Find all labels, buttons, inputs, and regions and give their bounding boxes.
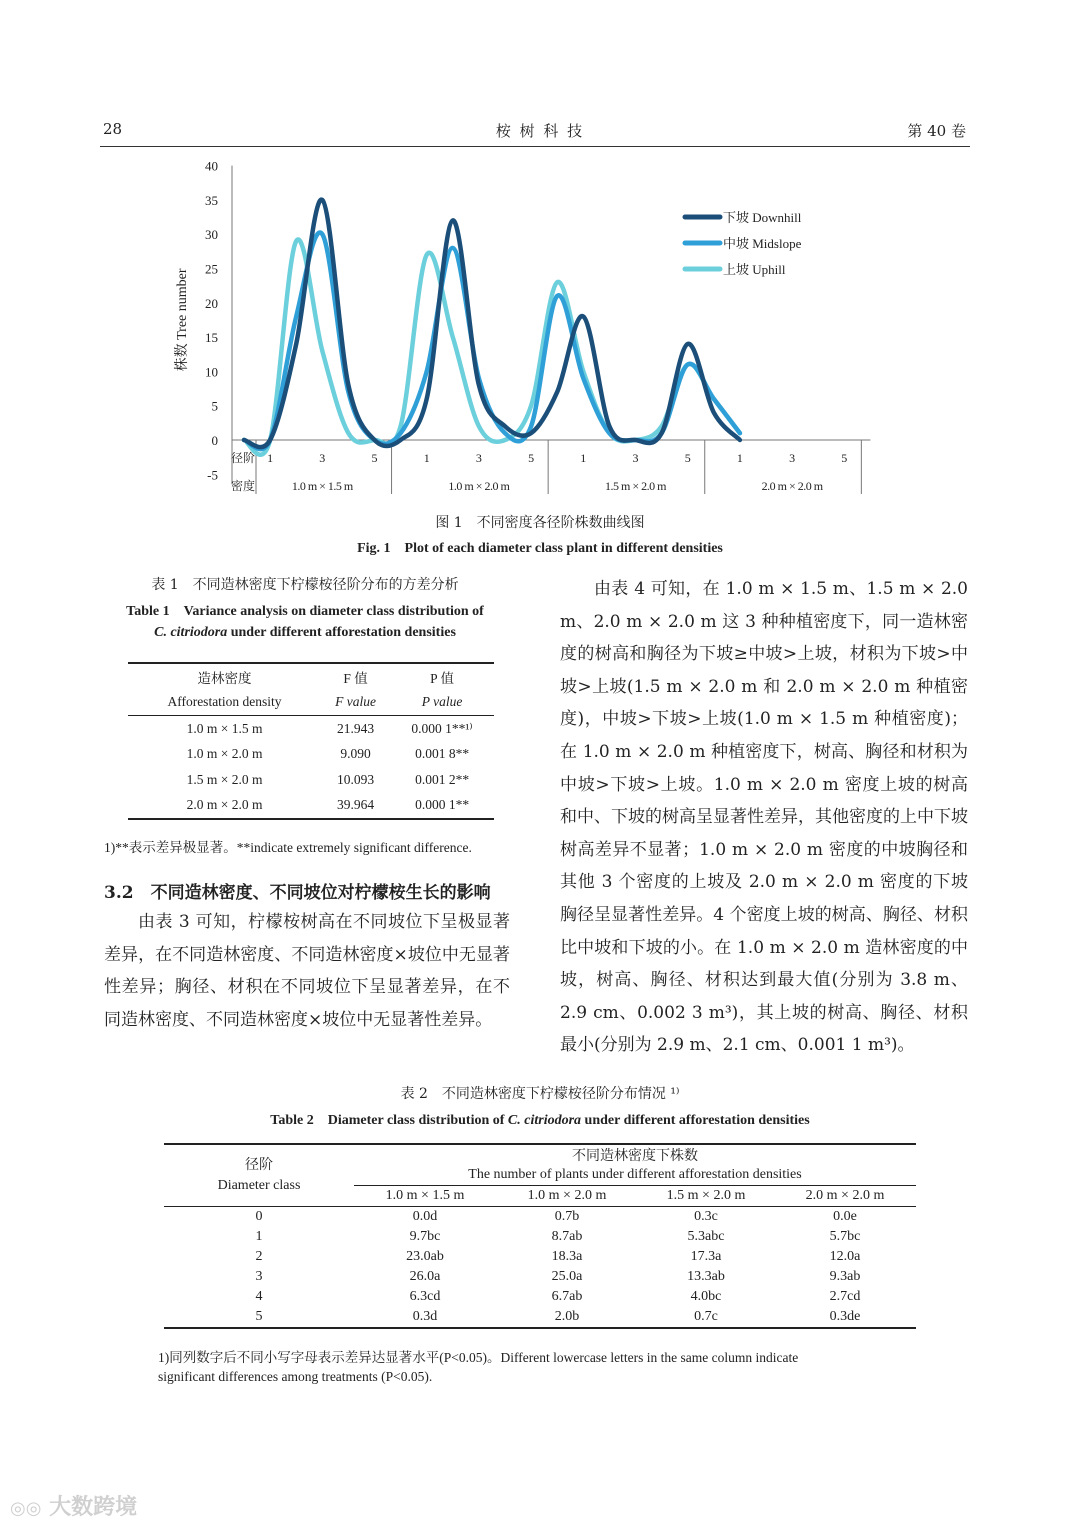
table-2-note-1: 1)同列数字后不同小写字母表示差异达显著水平(P<0.05)。Different lowercase letters in the same column indicate [158, 1350, 799, 1365]
table-row [164, 1247, 916, 1267]
legend-label: 下坡 Downhill [723, 210, 802, 225]
table-cell: 21.943 [337, 720, 375, 736]
species-name: C. citriodora [154, 625, 228, 640]
journal-title: 桉 树 科 技 [495, 122, 585, 140]
table-cell: 12.0a [829, 1249, 861, 1264]
x-tick-label: 1 [580, 451, 587, 465]
table-cell: 6.3cd [409, 1289, 441, 1304]
table-cell: 2.0b [554, 1309, 580, 1324]
table-2-head-row-1 [164, 1144, 916, 1165]
table-cell: 5.7bc [829, 1229, 861, 1244]
table-2-head-class-cn: 径阶 [245, 1157, 273, 1173]
table-cell: 39.964 [337, 797, 375, 813]
watermark-text: 大数跨境 [49, 1495, 138, 1520]
table-1-caption-en-2 [100, 625, 510, 641]
table-2-caption-en-2: under different afforestation densities [581, 1113, 810, 1128]
table-2-note-2: significant differences among treatments (P<0.05). [158, 1369, 433, 1384]
table-cell: 2.7cd [829, 1289, 861, 1304]
table-2-head-group-en: The number of plants under different afforestation densities [354, 1165, 916, 1186]
table-1 [128, 662, 494, 820]
table-cell: 0.3c [694, 1209, 718, 1224]
figure-1-caption-cn: 图 1 不同密度各径阶株数曲线图 [435, 515, 645, 531]
x-tick-label: 5 [528, 451, 535, 465]
table-cell: 0.001 8** [415, 746, 470, 762]
table-row [164, 1307, 916, 1328]
table-cell: 9.090 [340, 746, 371, 762]
x-row-label-class: 径阶 [231, 451, 256, 465]
figure-1-caption-en: Fig. 1 Plot of each diameter class plant in different densities [357, 541, 723, 556]
x-tick-label: 1 [267, 451, 274, 465]
x-tick-label: 3 [789, 451, 796, 465]
y-tick-label: 35 [205, 192, 218, 208]
table-1-head-density-cn: 造林密度 [197, 670, 252, 686]
table-2-head-density: 1.5 m × 2.0 m [666, 1188, 746, 1203]
table-cell: 25.0a [551, 1269, 583, 1284]
table-cell: 2 [255, 1249, 263, 1264]
table-row [128, 742, 494, 768]
table-1-note: 1)**表示差异极显著。**indicate extremely significant difference. [104, 840, 472, 855]
x-tick-label: 5 [841, 451, 848, 465]
table-1-head-cn [128, 663, 494, 690]
table-cell: 1.0 m × 1.5 m [186, 720, 263, 736]
volume-label: 第 40 卷 [907, 122, 966, 140]
table-cell: 0.3d [412, 1309, 438, 1324]
table-cell: 10.093 [337, 771, 375, 787]
table-cell: 0 [255, 1209, 263, 1224]
x-group-label: 2.0 m × 2.0 m [761, 479, 823, 493]
table-row [164, 1267, 916, 1287]
table-row [128, 793, 494, 820]
table-1-head-en [128, 690, 494, 716]
table-cell: 0.001 2** [415, 771, 470, 787]
watermark [10, 1490, 137, 1521]
table-cell: 2.0 m × 2.0 m [186, 797, 263, 813]
table-2-head-class-en: Diameter class [217, 1177, 301, 1193]
x-row-label-density: 密度 [231, 479, 256, 493]
table-2 [164, 1143, 916, 1329]
table-cell: 1.0 m × 2.0 m [186, 746, 263, 762]
x-tick-label: 5 [371, 451, 378, 465]
table-cell: 9.7bc [409, 1229, 441, 1244]
table-2-head-density: 2.0 m × 2.0 m [805, 1188, 885, 1203]
table-row [164, 1287, 916, 1307]
table-1-head-p-en: P value [421, 694, 463, 710]
y-tick-label: 30 [205, 227, 218, 243]
table-cell: 5.3abc [687, 1229, 725, 1244]
table-row [164, 1227, 916, 1247]
y-tick-label: 20 [205, 295, 218, 311]
table-cell: 0.0e [833, 1209, 857, 1224]
y-tick-label: 15 [205, 330, 218, 346]
y-axis-title: 株数 Tree number [175, 268, 190, 372]
table-2-head-density: 1.0 m × 1.5 m [385, 1188, 465, 1203]
table-cell: 0.000 1**¹⁾ [411, 720, 473, 736]
figure-1-chart [160, 150, 920, 510]
table-1-caption-en-1: Table 1 Variance analysis on diameter class distribution of [126, 604, 484, 619]
y-tick-label: 25 [205, 261, 218, 277]
table-1-head-f-cn: F 值 [343, 670, 368, 686]
table-2-head-class [164, 1144, 354, 1207]
table-cell: 18.3a [551, 1249, 583, 1264]
table-1-head-p-cn: P 值 [430, 670, 455, 686]
table-cell: 4.0bc [690, 1289, 722, 1304]
x-tick-label: 1 [736, 451, 743, 465]
table-1-caption-cn: 表 1 不同造林密度下柠檬桉径阶分布的方差分析 [151, 577, 459, 593]
table-cell: 0.000 1** [415, 797, 470, 813]
table-cell: 26.0a [409, 1269, 441, 1284]
table-1-head-f-en: F value [335, 694, 377, 710]
x-tick-label: 3 [632, 451, 639, 465]
table-2-caption-en-1: Table 2 Diameter class distribution of [270, 1113, 508, 1128]
table-cell: 0.7b [554, 1209, 580, 1224]
table-row [128, 767, 494, 793]
legend-label: 上坡 Uphill [723, 262, 786, 277]
x-tick-label: 1 [423, 451, 430, 465]
table-cell: 3 [255, 1269, 263, 1284]
table-2-head-density: 1.0 m × 2.0 m [527, 1188, 607, 1203]
table-cell: 23.0ab [406, 1249, 444, 1264]
table-1-head-density-en: Afforestation density [167, 694, 282, 710]
table-cell: 1.5 m × 2.0 m [186, 771, 263, 787]
table-cell: 4 [255, 1289, 263, 1304]
x-group-label: 1.0 m × 1.5 m [291, 479, 353, 493]
legend-label: 中坡 Midslope [723, 236, 802, 251]
table-cell: 1 [255, 1229, 263, 1244]
y-tick-label: 5 [211, 398, 218, 414]
table-cell: 17.3a [690, 1249, 722, 1264]
table-2-caption-en [0, 1109, 1080, 1129]
table-cell: 0.0d [412, 1209, 438, 1224]
left-paragraph: 由表 3 可知，柠檬桉树高在不同坡位下呈极显著差异，在不同造林密度、不同造林密度×坡位中无显著性差异；胸径、材积在不同坡位下呈显著差异，在不同造林密度、不同造林密度×坡位中无显著性差异。 [104, 912, 510, 1030]
table-cell: 0.7c [694, 1309, 718, 1324]
x-tick-label: 5 [684, 451, 691, 465]
x-group-label: 1.5 m × 2.0 m [605, 479, 666, 493]
page-number: 28 [103, 120, 123, 138]
table-cell: 13.3ab [687, 1269, 725, 1284]
x-group-label: 1.0 m × 2.0 m [448, 479, 510, 493]
header-rule [100, 146, 970, 147]
right-paragraph: 由表 4 可知，在 1.0 m × 1.5 m、1.5 m × 2.0 m、2.0 m × 2.0 m 这 3 种种植密度下，同一造林密度的树高和胸径为下坡≥中坡>上坡，材积为下坡>中坡>上坡(1.5 m × 2.0 m 和 2.0 m × 2.0 m 种植密度)，中坡>下坡>上坡(1.0 m × 1.5 m 种植密度)；在 1.0 m × 2.0 m 种植密度下，树高、胸径和材积为中坡>下坡>上坡。1.0 m × 2.0 m 密度上坡的树高和中、下坡的树高呈显著性差异，其他密度的上中下坡树高差异不显著；1.0 m × 2.0 m 密度的中坡胸径和其他 3 个密度的上坡及 2.0 m × 2.0 m 密度的下坡胸径呈显著性差异。4 个密度上坡的树高、胸径、材积比中坡和下坡的小。在 1.0 m × 2.0 m 造林密度的中坡，树高、胸径、材积达到最大值(分别为 3.8 m、2.9 cm、0.002 3 m³)，其上坡的树高、胸径、材积最小(分别为 2.9 m、2.1 cm、0.001 1 m³)。 [560, 579, 968, 1056]
species-name: C. citriodora [507, 1113, 582, 1128]
y-tick-label: 0 [211, 433, 218, 448]
table-2-caption-cn: 表 2 不同造林密度下柠檬桉径阶分布情况 ¹⁾ [400, 1086, 680, 1102]
table-row [164, 1207, 916, 1228]
section-heading: 3.2 不同造林密度、不同坡位对柠檬桉生长的影响 [104, 883, 491, 903]
watermark-logo-icon: ◎◎ [10, 1498, 42, 1519]
y-tick-label: 10 [205, 364, 218, 380]
table-cell: 9.3ab [829, 1269, 861, 1284]
table-1-caption-en-rest: under different afforestation densities [227, 625, 456, 640]
table-cell: 5 [255, 1309, 263, 1324]
y-tick-label: 40 [205, 158, 218, 174]
table-cell: 6.7ab [551, 1289, 583, 1304]
table-cell: 0.3de [829, 1309, 861, 1324]
table-row [128, 716, 494, 742]
x-tick-label: 3 [475, 451, 482, 465]
table-cell: 8.7ab [551, 1229, 583, 1244]
y-tick-label: -5 [207, 467, 218, 483]
x-tick-label: 3 [319, 451, 326, 465]
table-2-head-group-cn: 不同造林密度下株数 [572, 1149, 698, 1164]
